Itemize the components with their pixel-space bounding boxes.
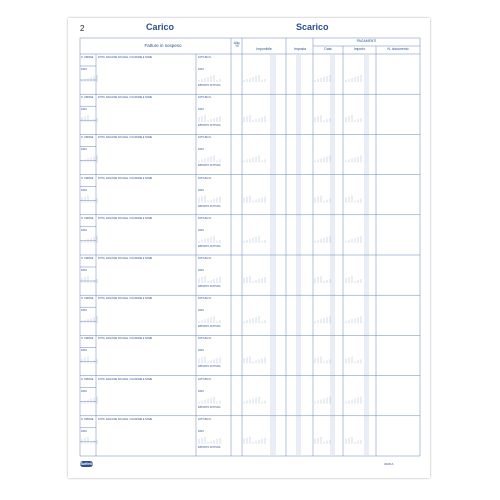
label-ditta: DITTA, RAGIONE SOCIALE, COGNOME E NOME xyxy=(98,257,153,260)
label-fattura-data: DATA xyxy=(198,429,205,433)
label-fattura-n: FATTURA N. xyxy=(198,96,212,100)
label-ditta: DITTA, RAGIONE SOCIALE, COGNOME E NOME xyxy=(98,377,153,381)
label-fattura-n: FATTURA N. xyxy=(198,257,212,260)
section-title-carico: Carico xyxy=(146,22,175,32)
label-n-ordine: N. ORDINE xyxy=(81,176,94,180)
label-n-ordine: N. ORDINE xyxy=(81,257,94,260)
label-ditta: DITTA, RAGIONE SOCIALE, COGNOME E NOME xyxy=(98,136,153,140)
label-data: DATA xyxy=(81,108,88,112)
label-importo-fattura: IMPORTO FATTURA xyxy=(198,365,221,369)
label-fattura-data: DATA xyxy=(198,309,205,313)
label-n-ordine: N. ORDINE xyxy=(81,297,94,301)
label-importo-fattura: IMPORTO FATTURA xyxy=(198,164,221,168)
label-data: DATA xyxy=(81,429,88,433)
label-importo-fattura: IMPORTO FATTURA xyxy=(198,285,221,288)
label-fattura-n: FATTURA N. xyxy=(198,56,212,59)
col-header-importo: Importo xyxy=(353,47,366,51)
col-header-aliq: Aliq. % xyxy=(233,41,241,49)
label-fattura-n: FATTURA N. xyxy=(198,216,212,220)
label-fattura-data: DATA xyxy=(198,349,205,353)
label-fattura-n: FATTURA N. xyxy=(198,136,212,140)
label-data: DATA xyxy=(81,68,88,71)
label-fattura-data: DATA xyxy=(198,269,205,272)
label-data: DATA xyxy=(81,269,88,272)
label-fattura-data: DATA xyxy=(198,188,205,192)
label-ditta: DITTA, RAGIONE SOCIALE, COGNOME E NOME xyxy=(98,56,153,59)
label-fattura-data: DATA xyxy=(198,68,205,71)
page-number: 2 xyxy=(80,24,85,33)
label-n-ordine: N. ORDINE xyxy=(81,417,94,421)
label-importo-fattura: IMPORTO FATTURA xyxy=(198,405,221,409)
label-data: DATA xyxy=(81,349,88,353)
label-importo-fattura: IMPORTO FATTURA xyxy=(198,244,221,248)
label-data: DATA xyxy=(81,389,88,393)
col-header-imponibile: Imponibile xyxy=(256,47,272,51)
label-n-ordine: N. ORDINE xyxy=(81,337,94,341)
label-fattura-n: FATTURA N. xyxy=(198,377,212,381)
label-n-ordine: N. ORDINE xyxy=(81,216,94,220)
label-fattura-n: FATTURA N. xyxy=(198,176,212,180)
label-fattura-data: DATA xyxy=(198,148,205,152)
register-grid xyxy=(68,18,430,478)
label-importo-fattura: IMPORTO FATTURA xyxy=(198,445,221,449)
label-n-ordine: N. ORDINE xyxy=(81,136,94,140)
label-importo-fattura: IMPORTO FATTURA xyxy=(198,84,221,87)
col-header-imposta: Imposta xyxy=(293,47,307,51)
register-sheet xyxy=(68,18,430,478)
col-header-fatture: Fatture in sospeso xyxy=(144,43,182,48)
label-importo-fattura: IMPORTO FATTURA xyxy=(198,325,221,329)
col-header-pagamenti: PAGAMENTI xyxy=(356,39,377,43)
label-ditta: DITTA, RAGIONE SOCIALE, COGNOME E NOME xyxy=(98,176,153,180)
label-fattura-n: FATTURA N. xyxy=(198,337,212,341)
label-importo-fattura: IMPORTO FATTURA xyxy=(198,124,221,128)
label-importo-fattura: IMPORTO FATTURA xyxy=(198,204,221,208)
label-data: DATA xyxy=(81,188,88,192)
section-title-scarico: Scarico xyxy=(296,22,329,32)
label-fattura-n: FATTURA N. xyxy=(198,417,212,421)
brand-logo: Buffetti xyxy=(80,462,93,466)
label-fattura-n: FATTURA N. xyxy=(198,297,212,301)
label-data: DATA xyxy=(81,309,88,313)
label-ditta: DITTA, RAGIONE SOCIALE, COGNOME E NOME xyxy=(98,297,153,301)
label-data: DATA xyxy=(81,148,88,152)
label-fattura-data: DATA xyxy=(198,389,205,393)
label-ditta: DITTA, RAGIONE SOCIALE, COGNOME E NOME xyxy=(98,216,153,220)
form-code: 3328 A xyxy=(384,462,394,466)
label-n-ordine: N. ORDINE xyxy=(81,56,94,59)
label-ditta: DITTA, RAGIONE SOCIALE, COGNOME E NOME xyxy=(98,96,153,100)
col-header-ndocumento: N. documento xyxy=(387,47,409,51)
label-ditta: DITTA, RAGIONE SOCIALE, COGNOME E NOME xyxy=(98,337,153,341)
label-n-ordine: N. ORDINE xyxy=(81,96,94,100)
label-ditta: DITTA, RAGIONE SOCIALE, COGNOME E NOME xyxy=(98,417,153,421)
label-fattura-data: DATA xyxy=(198,108,205,112)
label-data: DATA xyxy=(81,228,88,232)
col-header-data: Data xyxy=(324,47,332,51)
label-fattura-data: DATA xyxy=(198,228,205,232)
label-n-ordine: N. ORDINE xyxy=(81,377,94,381)
